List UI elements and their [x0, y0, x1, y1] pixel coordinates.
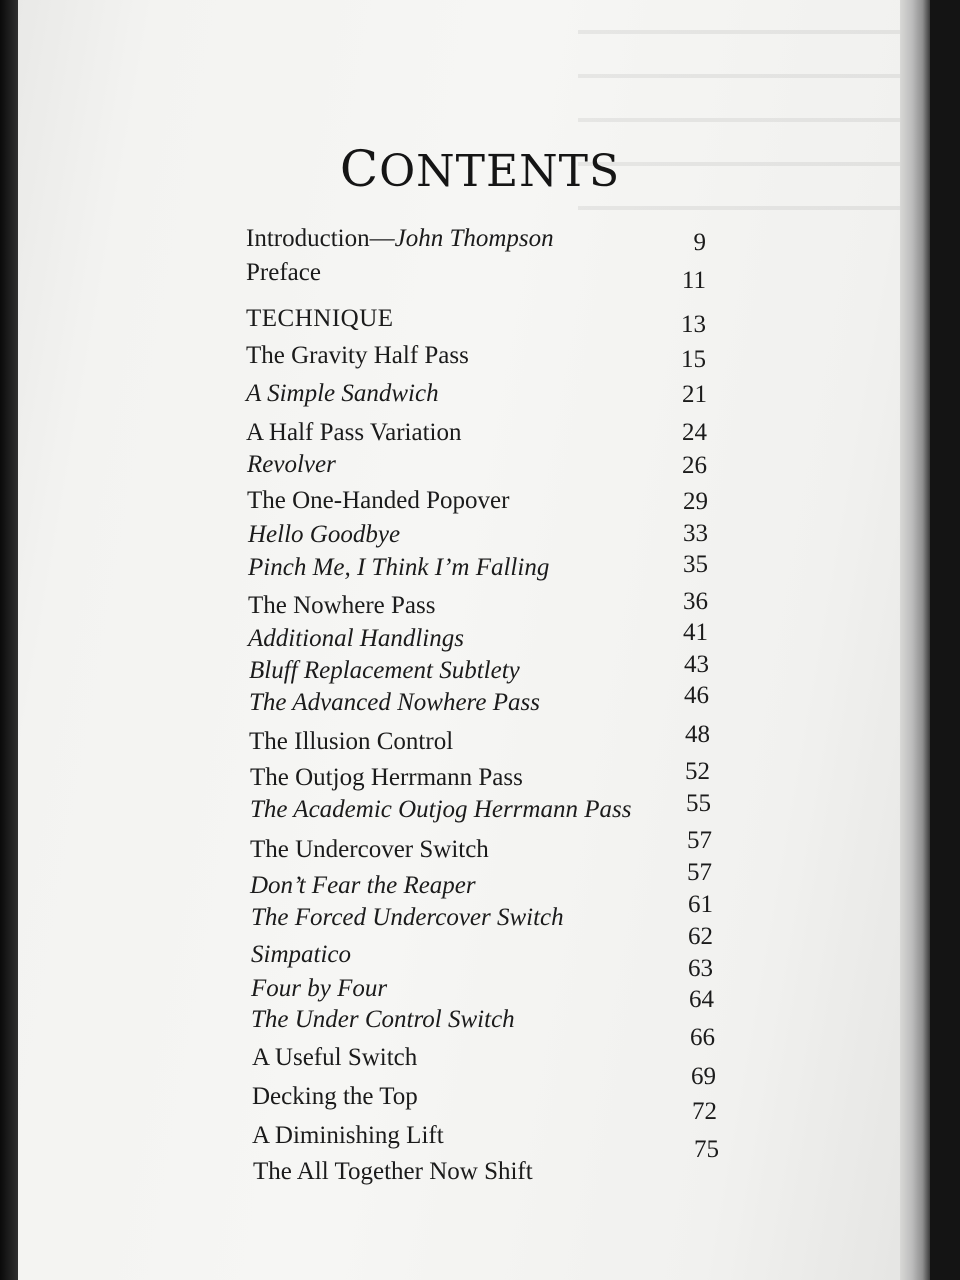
entry-page-number: 36	[683, 588, 708, 615]
entry-page-number: 24	[682, 419, 707, 446]
entry-page-number: 63	[688, 955, 713, 982]
entry-page-number: 55	[686, 790, 711, 817]
entry-title: Pinch Me, I Think I’m Falling	[248, 554, 550, 581]
entry-title: Preface	[246, 259, 321, 286]
entry-page-number: 57	[687, 827, 712, 854]
entry-title: Introduction—	[246, 225, 395, 252]
section-heading: TECHNIQUE	[246, 305, 394, 332]
entry-page-number: 26	[682, 452, 707, 479]
entry-title: Additional Handlings	[248, 625, 464, 652]
entry-title: The Advanced Nowhere Pass	[249, 689, 540, 716]
entry-title: Bluff Replacement Subtlety	[249, 657, 520, 684]
entry-title: A Useful Switch	[252, 1044, 418, 1071]
entry-page-number: 33	[683, 520, 708, 547]
entry-page-number: 66	[690, 1024, 715, 1051]
entry-title: Hello Goodbye	[248, 521, 401, 548]
entry-title: The Undercover Switch	[250, 836, 489, 863]
entry-title: A Simple Sandwich	[246, 380, 439, 407]
entry-title: Simpatico	[251, 941, 351, 968]
entry-page-number: 69	[691, 1063, 716, 1090]
entry-title: The Outjog Herrmann Pass	[250, 764, 523, 791]
entry-page-number: 15	[681, 346, 706, 373]
entry-page-number: 62	[688, 923, 713, 950]
entry-title: The One-Handed Popover	[247, 487, 510, 514]
entry-title: Four by Four	[251, 975, 388, 1002]
entry-title: The Academic Outjog Herrmann Pass	[250, 796, 632, 823]
entry-title: The Nowhere Pass	[248, 592, 436, 619]
entry-title: Revolver	[247, 451, 336, 478]
entry-page-number: 48	[685, 721, 710, 748]
entry-page-number: 9	[693, 229, 706, 256]
title-rest: ONTENTS	[379, 146, 621, 197]
entry-title: The All Together Now Shift	[253, 1158, 533, 1185]
entry-title: Decking the Top	[252, 1083, 418, 1110]
entry-title: The Under Control Switch	[251, 1006, 515, 1033]
entry-page-number: 13	[681, 311, 706, 338]
entry-title: Don’t Fear the Reaper	[250, 872, 476, 899]
entry-author: John Thompson	[394, 225, 554, 252]
title-initial: C	[339, 140, 380, 198]
entry-page-number: 21	[682, 381, 707, 408]
entry-page-number: 41	[683, 619, 708, 646]
entry-title: A Diminishing Lift	[252, 1122, 444, 1149]
entry-page-number: 43	[684, 651, 709, 678]
entry-page-number: 61	[688, 891, 713, 918]
entry-page-number: 57	[687, 859, 712, 886]
entry-title: The Forced Undercover Switch	[251, 904, 564, 931]
entry-page-number: 64	[689, 986, 714, 1013]
entry-page-number: 35	[683, 551, 708, 578]
entry-page-number: 46	[684, 682, 709, 709]
entry-page-number: 52	[685, 758, 710, 785]
entry-title: The Illusion Control	[249, 728, 454, 755]
entry-page-number: 72	[692, 1098, 717, 1125]
entry-title: The Gravity Half Pass	[246, 342, 469, 369]
entry-page-number: 11	[681, 267, 706, 294]
entry-page-number: 29	[683, 488, 708, 515]
entry-page-number: 75	[694, 1136, 719, 1163]
entry-title: A Half Pass Variation	[246, 419, 462, 446]
